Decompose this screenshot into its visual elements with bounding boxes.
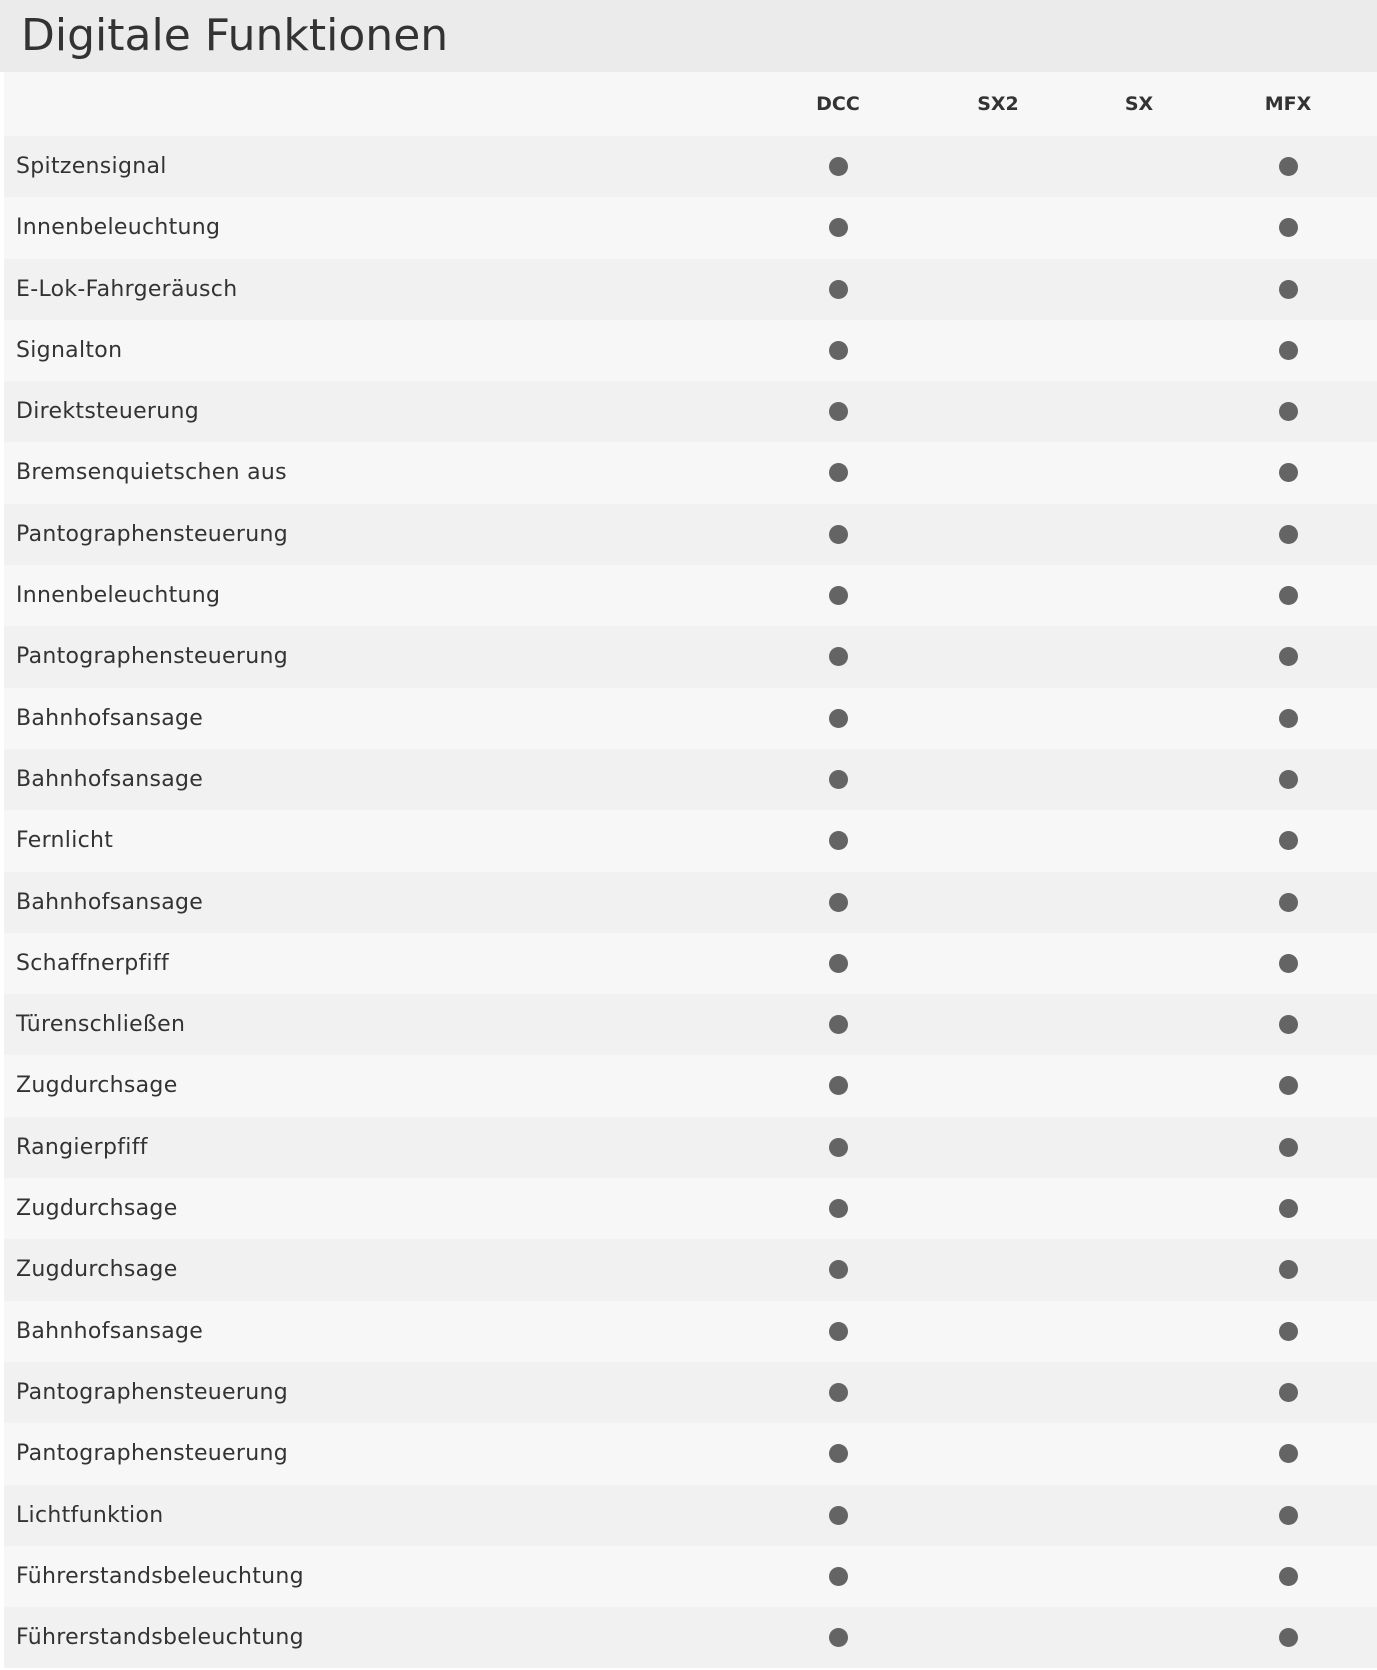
cell-dcc bbox=[808, 1485, 868, 1546]
table-row bbox=[4, 1117, 1377, 1178]
cell-sx bbox=[1109, 1362, 1169, 1423]
cell-dcc bbox=[808, 504, 868, 565]
cell-sx bbox=[1109, 933, 1169, 994]
cell-dcc bbox=[808, 136, 868, 197]
function-label: Führerstandsbeleuchtung bbox=[16, 1563, 304, 1589]
cell-sx bbox=[1109, 1301, 1169, 1362]
cell-dcc bbox=[808, 933, 868, 994]
table-row bbox=[4, 1362, 1377, 1423]
cell-sx2 bbox=[968, 1423, 1028, 1484]
table-row bbox=[4, 259, 1377, 320]
filled-circle-icon bbox=[829, 157, 848, 176]
column-header-sx: SX bbox=[1124, 93, 1154, 115]
cell-mfx bbox=[1258, 565, 1318, 626]
filled-circle-icon bbox=[1279, 218, 1298, 237]
filled-circle-icon bbox=[829, 1076, 848, 1095]
filled-circle-icon bbox=[1279, 1383, 1298, 1402]
cell-sx bbox=[1109, 994, 1169, 1055]
cell-sx2 bbox=[968, 1485, 1028, 1546]
functions-table bbox=[4, 72, 1377, 1668]
cell-dcc bbox=[808, 1117, 868, 1178]
cell-sx2 bbox=[968, 442, 1028, 503]
cell-mfx bbox=[1258, 1546, 1318, 1607]
function-label: Bahnhofsansage bbox=[16, 766, 204, 792]
cell-dcc bbox=[808, 259, 868, 320]
function-label: Innenbeleuchtung bbox=[16, 583, 221, 609]
cell-sx2 bbox=[968, 1301, 1028, 1362]
cell-mfx bbox=[1258, 136, 1318, 197]
filled-circle-icon bbox=[1279, 709, 1298, 728]
cell-mfx bbox=[1258, 442, 1318, 503]
function-label: Pantographensteuerung bbox=[16, 1441, 288, 1467]
function-label: Signalton bbox=[16, 337, 123, 363]
cell-dcc bbox=[808, 1239, 868, 1300]
cell-dcc bbox=[808, 810, 868, 871]
filled-circle-icon bbox=[1279, 1628, 1298, 1647]
function-label: Türenschließen bbox=[16, 1012, 186, 1038]
cell-sx bbox=[1109, 442, 1169, 503]
filled-circle-icon bbox=[1279, 1199, 1298, 1218]
table-row bbox=[4, 565, 1377, 626]
filled-circle-icon bbox=[829, 341, 848, 360]
cell-sx2 bbox=[968, 320, 1028, 381]
filled-circle-icon bbox=[829, 1567, 848, 1586]
cell-sx bbox=[1109, 1423, 1169, 1484]
cell-sx bbox=[1109, 1546, 1169, 1607]
filled-circle-icon bbox=[1279, 1567, 1298, 1586]
cell-sx2 bbox=[968, 749, 1028, 810]
cell-dcc bbox=[808, 197, 868, 258]
filled-circle-icon bbox=[829, 525, 848, 544]
filled-circle-icon bbox=[829, 1138, 848, 1157]
cell-dcc bbox=[808, 320, 868, 381]
cell-mfx bbox=[1258, 1485, 1318, 1546]
filled-circle-icon bbox=[829, 1015, 848, 1034]
filled-circle-icon bbox=[829, 647, 848, 666]
cell-sx2 bbox=[968, 1055, 1028, 1116]
filled-circle-icon bbox=[829, 280, 848, 299]
cell-mfx bbox=[1258, 626, 1318, 687]
cell-sx bbox=[1109, 1485, 1169, 1546]
function-label: Pantographensteuerung bbox=[16, 644, 288, 670]
function-label: Bahnhofsansage bbox=[16, 889, 204, 915]
function-label: Zugdurchsage bbox=[16, 1257, 178, 1283]
cell-mfx bbox=[1258, 320, 1318, 381]
function-label: E-Lok-Fahrgeräusch bbox=[16, 276, 238, 302]
cell-sx bbox=[1109, 320, 1169, 381]
filled-circle-icon bbox=[829, 218, 848, 237]
cell-mfx bbox=[1258, 197, 1318, 258]
table-row bbox=[4, 626, 1377, 687]
cell-sx2 bbox=[968, 1546, 1028, 1607]
cell-mfx bbox=[1258, 1055, 1318, 1116]
cell-sx bbox=[1109, 626, 1169, 687]
column-header-dcc: DCC bbox=[816, 93, 860, 115]
filled-circle-icon bbox=[829, 1322, 848, 1341]
filled-circle-icon bbox=[829, 463, 848, 482]
cell-dcc bbox=[808, 626, 868, 687]
filled-circle-icon bbox=[1279, 1444, 1298, 1463]
cell-dcc bbox=[808, 442, 868, 503]
function-label: Fernlicht bbox=[16, 828, 114, 854]
function-label: Bahnhofsansage bbox=[16, 1318, 204, 1344]
function-label: Schaffnerpfiff bbox=[16, 950, 170, 976]
filled-circle-icon bbox=[829, 402, 848, 421]
table-row bbox=[4, 810, 1377, 871]
table-row bbox=[4, 1546, 1377, 1607]
filled-circle-icon bbox=[1279, 954, 1298, 973]
table-row bbox=[4, 442, 1377, 503]
cell-dcc bbox=[808, 565, 868, 626]
filled-circle-icon bbox=[1279, 831, 1298, 850]
filled-circle-icon bbox=[829, 831, 848, 850]
cell-sx bbox=[1109, 1117, 1169, 1178]
function-label: Rangierpfiff bbox=[16, 1134, 148, 1160]
title-bar bbox=[0, 0, 1377, 72]
cell-sx2 bbox=[968, 933, 1028, 994]
cell-dcc bbox=[808, 381, 868, 442]
table-row bbox=[4, 994, 1377, 1055]
filled-circle-icon bbox=[829, 893, 848, 912]
cell-sx2 bbox=[968, 504, 1028, 565]
cell-sx bbox=[1109, 259, 1169, 320]
page-title: Digitale Funktionen bbox=[21, 10, 449, 61]
cell-sx bbox=[1109, 872, 1169, 933]
cell-dcc bbox=[808, 1546, 868, 1607]
filled-circle-icon bbox=[1279, 1015, 1298, 1034]
function-label: Innenbeleuchtung bbox=[16, 215, 221, 241]
cell-sx bbox=[1109, 381, 1169, 442]
table-row bbox=[4, 136, 1377, 197]
cell-dcc bbox=[808, 1178, 868, 1239]
cell-sx2 bbox=[968, 1117, 1028, 1178]
cell-sx2 bbox=[968, 1178, 1028, 1239]
cell-sx bbox=[1109, 749, 1169, 810]
function-label: Lichtfunktion bbox=[16, 1502, 164, 1528]
table-row bbox=[4, 504, 1377, 565]
filled-circle-icon bbox=[829, 1199, 848, 1218]
filled-circle-icon bbox=[1279, 893, 1298, 912]
cell-mfx bbox=[1258, 1301, 1318, 1362]
table-row bbox=[4, 1485, 1377, 1546]
table-row bbox=[4, 1423, 1377, 1484]
cell-dcc bbox=[808, 1607, 868, 1668]
cell-dcc bbox=[808, 1301, 868, 1362]
function-label: Zugdurchsage bbox=[16, 1196, 178, 1222]
table-row bbox=[4, 933, 1377, 994]
cell-mfx bbox=[1258, 1423, 1318, 1484]
filled-circle-icon bbox=[829, 586, 848, 605]
filled-circle-icon bbox=[1279, 341, 1298, 360]
cell-sx bbox=[1109, 1178, 1169, 1239]
cell-sx2 bbox=[968, 810, 1028, 871]
table-row bbox=[4, 1301, 1377, 1362]
table-row bbox=[4, 749, 1377, 810]
cell-mfx bbox=[1258, 872, 1318, 933]
table-row bbox=[4, 320, 1377, 381]
cell-sx2 bbox=[968, 136, 1028, 197]
function-label: Spitzensignal bbox=[16, 154, 167, 179]
cell-sx bbox=[1109, 1055, 1169, 1116]
function-label: Bahnhofsansage bbox=[16, 705, 204, 731]
cell-mfx bbox=[1258, 381, 1318, 442]
cell-mfx bbox=[1258, 1117, 1318, 1178]
cell-dcc bbox=[808, 749, 868, 810]
filled-circle-icon bbox=[1279, 157, 1298, 176]
table-row bbox=[4, 1607, 1377, 1668]
table-row bbox=[4, 872, 1377, 933]
cell-sx2 bbox=[968, 626, 1028, 687]
cell-mfx bbox=[1258, 1178, 1318, 1239]
filled-circle-icon bbox=[1279, 463, 1298, 482]
filled-circle-icon bbox=[1279, 586, 1298, 605]
filled-circle-icon bbox=[1279, 770, 1298, 789]
cell-sx2 bbox=[968, 688, 1028, 749]
cell-sx2 bbox=[968, 259, 1028, 320]
filled-circle-icon bbox=[1279, 402, 1298, 421]
cell-dcc bbox=[808, 872, 868, 933]
filled-circle-icon bbox=[1279, 1322, 1298, 1341]
filled-circle-icon bbox=[1279, 1260, 1298, 1279]
cell-sx2 bbox=[968, 197, 1028, 258]
filled-circle-icon bbox=[829, 954, 848, 973]
cell-sx bbox=[1109, 197, 1169, 258]
cell-mfx bbox=[1258, 749, 1318, 810]
function-label: Pantographensteuerung bbox=[16, 521, 288, 547]
cell-sx bbox=[1109, 1607, 1169, 1668]
cell-mfx bbox=[1258, 504, 1318, 565]
cell-sx2 bbox=[968, 994, 1028, 1055]
table-header-row bbox=[4, 72, 1377, 136]
cell-sx2 bbox=[968, 1362, 1028, 1423]
filled-circle-icon bbox=[829, 1383, 848, 1402]
table-row bbox=[4, 1239, 1377, 1300]
table-row bbox=[4, 197, 1377, 258]
cell-sx2 bbox=[968, 381, 1028, 442]
filled-circle-icon bbox=[829, 770, 848, 789]
table-row bbox=[4, 1055, 1377, 1116]
cell-sx bbox=[1109, 810, 1169, 871]
cell-sx bbox=[1109, 504, 1169, 565]
cell-sx2 bbox=[968, 565, 1028, 626]
function-label: Bremsenquietschen aus bbox=[16, 460, 287, 486]
filled-circle-icon bbox=[1279, 1506, 1298, 1525]
function-label: Direktsteuerung bbox=[16, 399, 200, 425]
filled-circle-icon bbox=[829, 1444, 848, 1463]
cell-sx bbox=[1109, 136, 1169, 197]
function-label: Zugdurchsage bbox=[16, 1073, 178, 1099]
cell-dcc bbox=[808, 1362, 868, 1423]
filled-circle-icon bbox=[1279, 647, 1298, 666]
filled-circle-icon bbox=[1279, 1138, 1298, 1157]
cell-mfx bbox=[1258, 1239, 1318, 1300]
table-row bbox=[4, 688, 1377, 749]
cell-mfx bbox=[1258, 1362, 1318, 1423]
cell-dcc bbox=[808, 1055, 868, 1116]
cell-sx2 bbox=[968, 872, 1028, 933]
function-label: Pantographensteuerung bbox=[16, 1379, 288, 1405]
filled-circle-icon bbox=[1279, 1076, 1298, 1095]
table-row bbox=[4, 1178, 1377, 1239]
cell-dcc bbox=[808, 688, 868, 749]
filled-circle-icon bbox=[829, 1628, 848, 1647]
cell-mfx bbox=[1258, 1607, 1318, 1668]
cell-sx bbox=[1109, 1239, 1169, 1300]
cell-mfx bbox=[1258, 933, 1318, 994]
function-label: Führerstandsbeleuchtung bbox=[16, 1625, 304, 1651]
table-row bbox=[4, 381, 1377, 442]
filled-circle-icon bbox=[829, 709, 848, 728]
cell-sx2 bbox=[968, 1239, 1028, 1300]
cell-mfx bbox=[1258, 259, 1318, 320]
cell-sx2 bbox=[968, 1607, 1028, 1668]
column-header-mfx: MFX bbox=[1264, 93, 1312, 115]
filled-circle-icon bbox=[1279, 525, 1298, 544]
filled-circle-icon bbox=[829, 1506, 848, 1525]
cell-mfx bbox=[1258, 994, 1318, 1055]
cell-sx bbox=[1109, 565, 1169, 626]
cell-dcc bbox=[808, 1423, 868, 1484]
cell-dcc bbox=[808, 994, 868, 1055]
filled-circle-icon bbox=[1279, 280, 1298, 299]
cell-mfx bbox=[1258, 688, 1318, 749]
column-header-sx2: SX2 bbox=[977, 93, 1019, 115]
cell-mfx bbox=[1258, 810, 1318, 871]
filled-circle-icon bbox=[829, 1260, 848, 1279]
cell-sx bbox=[1109, 688, 1169, 749]
